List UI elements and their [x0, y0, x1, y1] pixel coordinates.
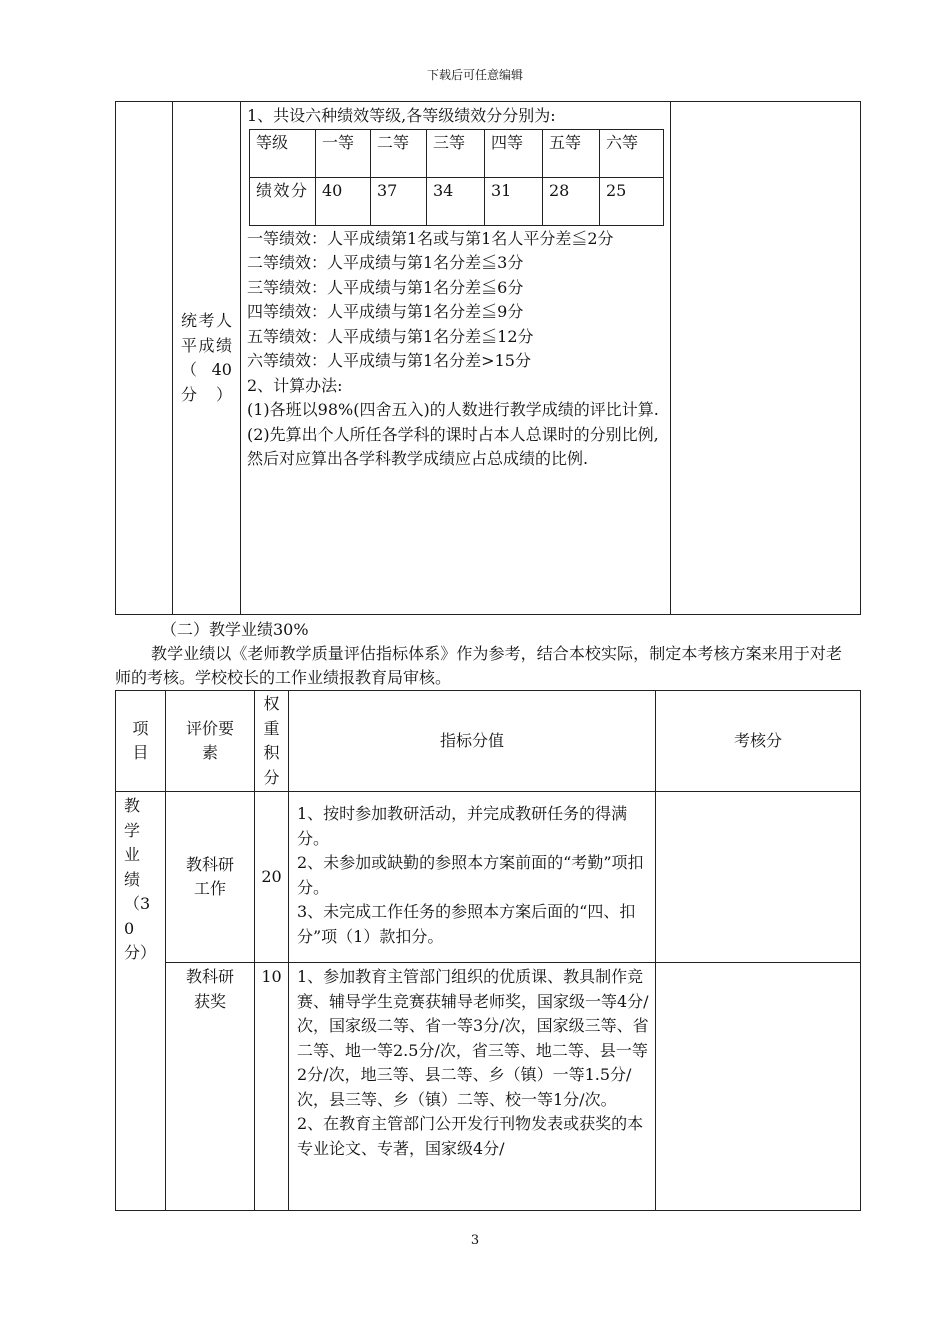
performance-grade-table	[115, 101, 861, 615]
indicator-line: 1、按时参加教研活动，并完成教研任务的得满分。	[297, 804, 628, 848]
exam-score-label: 统考人平成绩（40分）	[181, 311, 232, 404]
page-header-note: 下载后可任意编辑	[426, 68, 523, 82]
indicator-cell	[289, 792, 656, 963]
grade-score: 31	[485, 177, 543, 225]
weight-value: 10	[255, 963, 289, 1211]
grade-rule: 二等绩效：人平成绩与第1名分差≦3分	[247, 253, 524, 272]
score-cell	[656, 792, 861, 963]
grade-score-table	[249, 129, 664, 226]
grade-rule: 四等绩效：人平成绩与第1名分差≦9分	[247, 302, 524, 321]
grade-header-row	[250, 129, 664, 177]
table-row	[116, 963, 861, 1211]
header-weight: 权重积分	[255, 691, 289, 792]
header-item: 项目	[116, 691, 166, 792]
grade-rule: 五等绩效：人平成绩与第1名分差≦12分	[247, 326, 534, 346]
grade-intro: 1、共设六种绩效等级,各等级绩效分分别为:	[247, 106, 556, 125]
grade-score: 28	[543, 177, 600, 225]
element-label: 教科研工作	[166, 792, 255, 963]
indicator-cell	[289, 963, 656, 1211]
grade-header: 等级	[250, 129, 316, 177]
grade-header: 六等	[600, 129, 664, 177]
table-header-row	[116, 691, 861, 792]
grade-score: 40	[316, 177, 371, 225]
section-heading: （二）教学业绩30%	[161, 620, 309, 639]
header-score: 考核分	[656, 691, 861, 792]
indicator-line: 1、参加教育主管部门组织的优质课、教具制作竞赛、辅导学生竞赛获辅导老师奖，国家级一等4分/次，国家级二等、省一等3分/次，国家级三等、省二等、地一等2.5分/次，省三等、地二等、县一等2分/次，地三等、县二等、乡（镇）一等1.5分/次，县三等、乡（镇）二等、校一等1分/次。	[297, 967, 649, 1109]
grade-rule: 六等绩效：人平成绩与第1名分差>15分	[247, 351, 531, 370]
calc-title: 2、计算办法:	[247, 375, 343, 395]
blank-cell	[116, 102, 173, 615]
grade-header: 三等	[427, 129, 485, 177]
grade-header: 二等	[371, 129, 427, 177]
grade-header: 五等	[543, 129, 600, 177]
grade-rule: 一等绩效：人平成绩第1名或与第1名人平分差≦2分	[247, 228, 614, 248]
grade-score: 37	[371, 177, 427, 225]
calc-item: (1)各班以98%(四舍五入)的人数进行教学成绩的评比计算.	[247, 400, 659, 419]
grade-score-row	[250, 177, 664, 225]
grade-score: 34	[427, 177, 485, 225]
section-body: 教学业绩以《老师教学质量评估指标体系》作为参考，结合本校实际，制定本考核方案来用于对老师的考核。学校校长的工作业绩报教育局审核。	[115, 644, 842, 687]
header-element: 评价要素	[166, 691, 255, 792]
header-indicator: 指标分值	[289, 691, 656, 792]
element-label: 教科研获奖	[166, 963, 255, 1211]
teaching-performance-table	[115, 690, 861, 1211]
page-number: 3	[470, 1233, 480, 1248]
grade-header: 一等	[316, 129, 371, 177]
table-row	[116, 792, 861, 963]
indicator-line: 2、在教育主管部门公开发行刊物发表或获奖的本专业论文、专著，国家级4分/	[297, 1114, 644, 1158]
grade-score: 25	[600, 177, 664, 225]
weight-value: 20	[255, 792, 289, 963]
grade-rule: 三等绩效：人平成绩与第1名分差≦6分	[247, 277, 524, 297]
indicator-line: 2、未参加或缺勤的参照本方案前面的“考勤”项扣分。	[297, 853, 644, 897]
score-cell	[656, 963, 861, 1211]
exam-score-label-cell	[173, 102, 241, 615]
blank-cell	[671, 102, 861, 615]
item-label: 教学业绩（30分）	[116, 792, 166, 1211]
grade-header: 四等	[485, 129, 543, 177]
calc-item: (2)先算出个人所任各学科的课时占本人总课时的分别比例,然后对应算出各学科教学成绩应占总成绩的比例.	[247, 424, 659, 468]
grade-rules-cell	[241, 102, 671, 615]
grade-row-label: 绩效分	[250, 177, 316, 225]
indicator-line: 3、未完成工作任务的参照本方案后面的“四、扣分”项（1）款扣分。	[297, 902, 636, 946]
